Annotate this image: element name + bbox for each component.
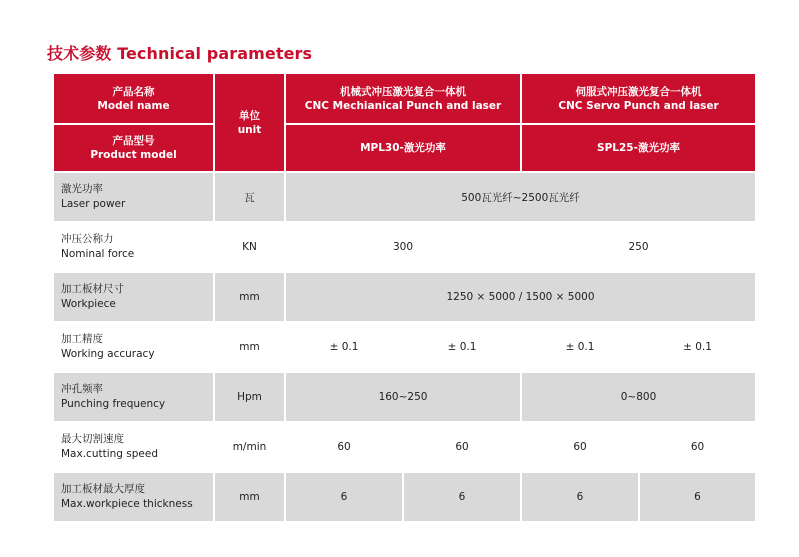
machine2-cn: 伺服式冲压激光复合一体机 bbox=[575, 85, 702, 98]
machine2-en: CNC Servo Punch and laser bbox=[558, 99, 719, 112]
table-row bbox=[54, 323, 755, 371]
row-value: 1250 × 5000 / 1500 × 5000 bbox=[286, 273, 755, 321]
row-value: 160~250 bbox=[286, 373, 520, 421]
row-value: 6 bbox=[404, 473, 520, 521]
product-model-header bbox=[54, 125, 213, 171]
row-label bbox=[54, 273, 213, 321]
row-label-cn: 冲压公称力 bbox=[61, 233, 114, 245]
row-value: 6 bbox=[640, 473, 755, 521]
row-value: 60 bbox=[640, 423, 755, 471]
row-value: 500瓦光纤~2500瓦光纤 bbox=[286, 173, 755, 221]
row-value: 0~800 bbox=[522, 373, 755, 421]
row-value: 250 bbox=[522, 223, 755, 271]
table-row bbox=[54, 173, 755, 221]
row-value: 60 bbox=[286, 423, 402, 471]
row-value: ± 0.1 bbox=[640, 323, 755, 371]
machine2-header bbox=[522, 74, 755, 123]
unit-header bbox=[215, 74, 284, 171]
model-name-header bbox=[54, 74, 213, 123]
row-value: 6 bbox=[522, 473, 638, 521]
row-unit: mm bbox=[215, 323, 284, 371]
row-label bbox=[54, 223, 213, 271]
table-row bbox=[54, 473, 755, 521]
row-value: 60 bbox=[404, 423, 520, 471]
row-unit: mm bbox=[215, 473, 284, 521]
row-label-en: Workpiece bbox=[61, 298, 116, 310]
model1-header: MPL30-激光功率 bbox=[286, 125, 520, 171]
row-label-cn: 冲孔频率 bbox=[61, 383, 103, 395]
machine1-cn: 机械式冲压激光复合一体机 bbox=[340, 85, 466, 98]
model2-header: SPL25-激光功率 bbox=[522, 125, 755, 171]
row-label-en: Nominal force bbox=[61, 248, 135, 260]
row-value: 60 bbox=[522, 423, 638, 471]
product-model-en: Product model bbox=[90, 149, 177, 161]
row-label-cn: 激光功率 bbox=[61, 183, 103, 195]
row-unit: mm bbox=[215, 273, 284, 321]
row-label-en: Max.cutting speed bbox=[61, 448, 159, 460]
row-label-en: Max.workpiece thickness bbox=[61, 498, 193, 510]
row-label-en: Working accuracy bbox=[61, 348, 155, 360]
model-name-en: Model name bbox=[97, 99, 170, 112]
technical-parameters-table bbox=[52, 72, 757, 523]
row-unit: m/min bbox=[215, 423, 284, 471]
row-label-cn: 加工板材尺寸 bbox=[61, 283, 124, 295]
row-label bbox=[54, 423, 213, 471]
row-label-en: Punching frequency bbox=[61, 398, 166, 410]
table-row bbox=[54, 423, 755, 471]
row-label-cn: 最大切割速度 bbox=[61, 433, 124, 445]
row-label bbox=[54, 173, 213, 221]
row-label-cn: 加工板材最大厚度 bbox=[61, 483, 145, 495]
row-label-en: Laser power bbox=[61, 198, 126, 210]
row-unit: Hpm bbox=[215, 373, 284, 421]
table-header-row bbox=[54, 74, 755, 123]
model-name-cn: 产品名称 bbox=[112, 85, 155, 98]
unit-cn: 单位 bbox=[239, 109, 260, 122]
product-model-cn: 产品型号 bbox=[112, 135, 155, 147]
row-value: ± 0.1 bbox=[286, 323, 402, 371]
row-label bbox=[54, 323, 213, 371]
row-value: ± 0.1 bbox=[404, 323, 520, 371]
machine1-header bbox=[286, 74, 520, 123]
table-row bbox=[54, 223, 755, 271]
page-title: 技术参数 Technical parameters bbox=[47, 44, 313, 63]
row-value: 6 bbox=[286, 473, 402, 521]
row-label bbox=[54, 373, 213, 421]
row-label bbox=[54, 473, 213, 521]
table-header-row bbox=[54, 125, 755, 171]
row-value: ± 0.1 bbox=[522, 323, 638, 371]
row-unit: KN bbox=[215, 223, 284, 271]
unit-en: unit bbox=[237, 123, 262, 136]
table-row bbox=[54, 373, 755, 421]
row-label-cn: 加工精度 bbox=[61, 333, 103, 345]
table-row bbox=[54, 273, 755, 321]
row-unit: 瓦 bbox=[215, 173, 284, 221]
row-value: 300 bbox=[286, 223, 520, 271]
machine1-en: CNC Mechianical Punch and laser bbox=[304, 99, 502, 112]
